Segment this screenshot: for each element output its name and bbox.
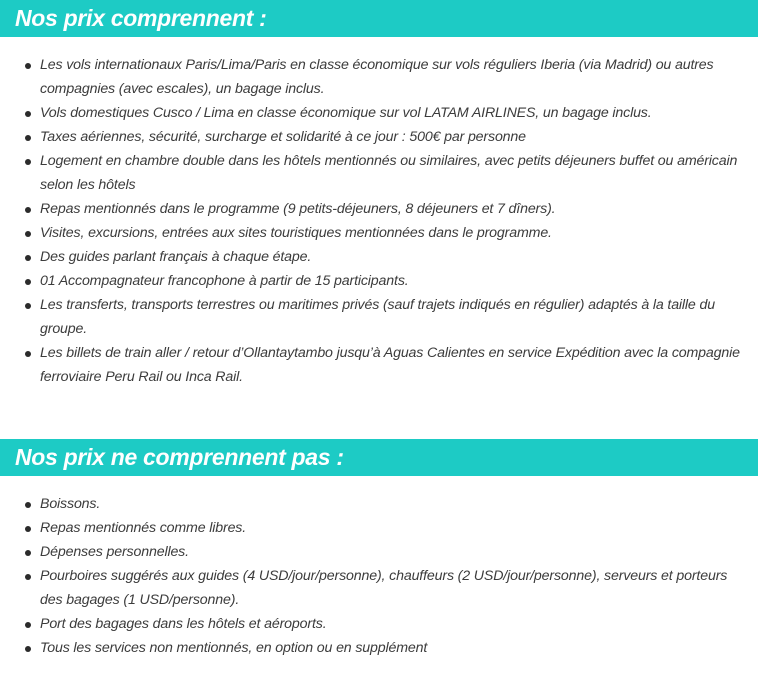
list-item: Port des bagages dans les hôtels et aéroports. [0,612,758,636]
list-item: 01 Accompagnateur francophone à partir de 15 participants. [0,269,758,293]
list-item: Des guides parlant français à chaque étape. [0,245,758,269]
included-section-header [0,0,758,37]
list-item: Pourboires suggérés aux guides (4 USD/jour/personne), chauffeurs (2 USD/jour/personne), serveurs et porteurs des bagages (1 USD/personne). [0,564,758,612]
list-item: Visites, excursions, entrées aux sites touristiques mentionnées dans le programme. [0,221,758,245]
list-item: Dépenses personnelles. [0,540,758,564]
excluded-section-header [0,439,758,476]
excluded-items-list [0,492,758,660]
list-item: Repas mentionnés comme libres. [0,516,758,540]
included-items-list [0,53,758,389]
list-item: Vols domestiques Cusco / Lima en classe économique sur vol LATAM AIRLINES, un bagage inclus. [0,101,758,125]
list-item: Les billets de train aller / retour d’Ollantaytambo jusqu’à Aguas Calientes en service Expédition avec la compagnie ferroviaire Peru Rail ou Inca Rail. [0,341,758,389]
excluded-section-title: Nos prix ne comprennent pas : [15,444,344,470]
list-item: Les vols internationaux Paris/Lima/Paris en classe économique sur vols réguliers Iberia (via Madrid) ou autres compagnies (avec escales), un bagage inclus. [0,53,758,101]
list-item: Repas mentionnés dans le programme (9 petits-déjeuners, 8 déjeuners et 7 dîners). [0,197,758,221]
list-item: Les transferts, transports terrestres ou maritimes privés (sauf trajets indiqués en régulier) adaptés à la taille du groupe. [0,293,758,341]
list-item: Boissons. [0,492,758,516]
list-item: Logement en chambre double dans les hôtels mentionnés ou similaires, avec petits déjeuners buffet ou américain selon les hôtels [0,149,758,197]
included-section-title: Nos prix comprennent : [15,5,267,31]
list-item: Tous les services non mentionnés, en option ou en supplément [0,636,758,660]
list-item: Taxes aériennes, sécurité, surcharge et solidarité à ce jour : 500€ par personne [0,125,758,149]
